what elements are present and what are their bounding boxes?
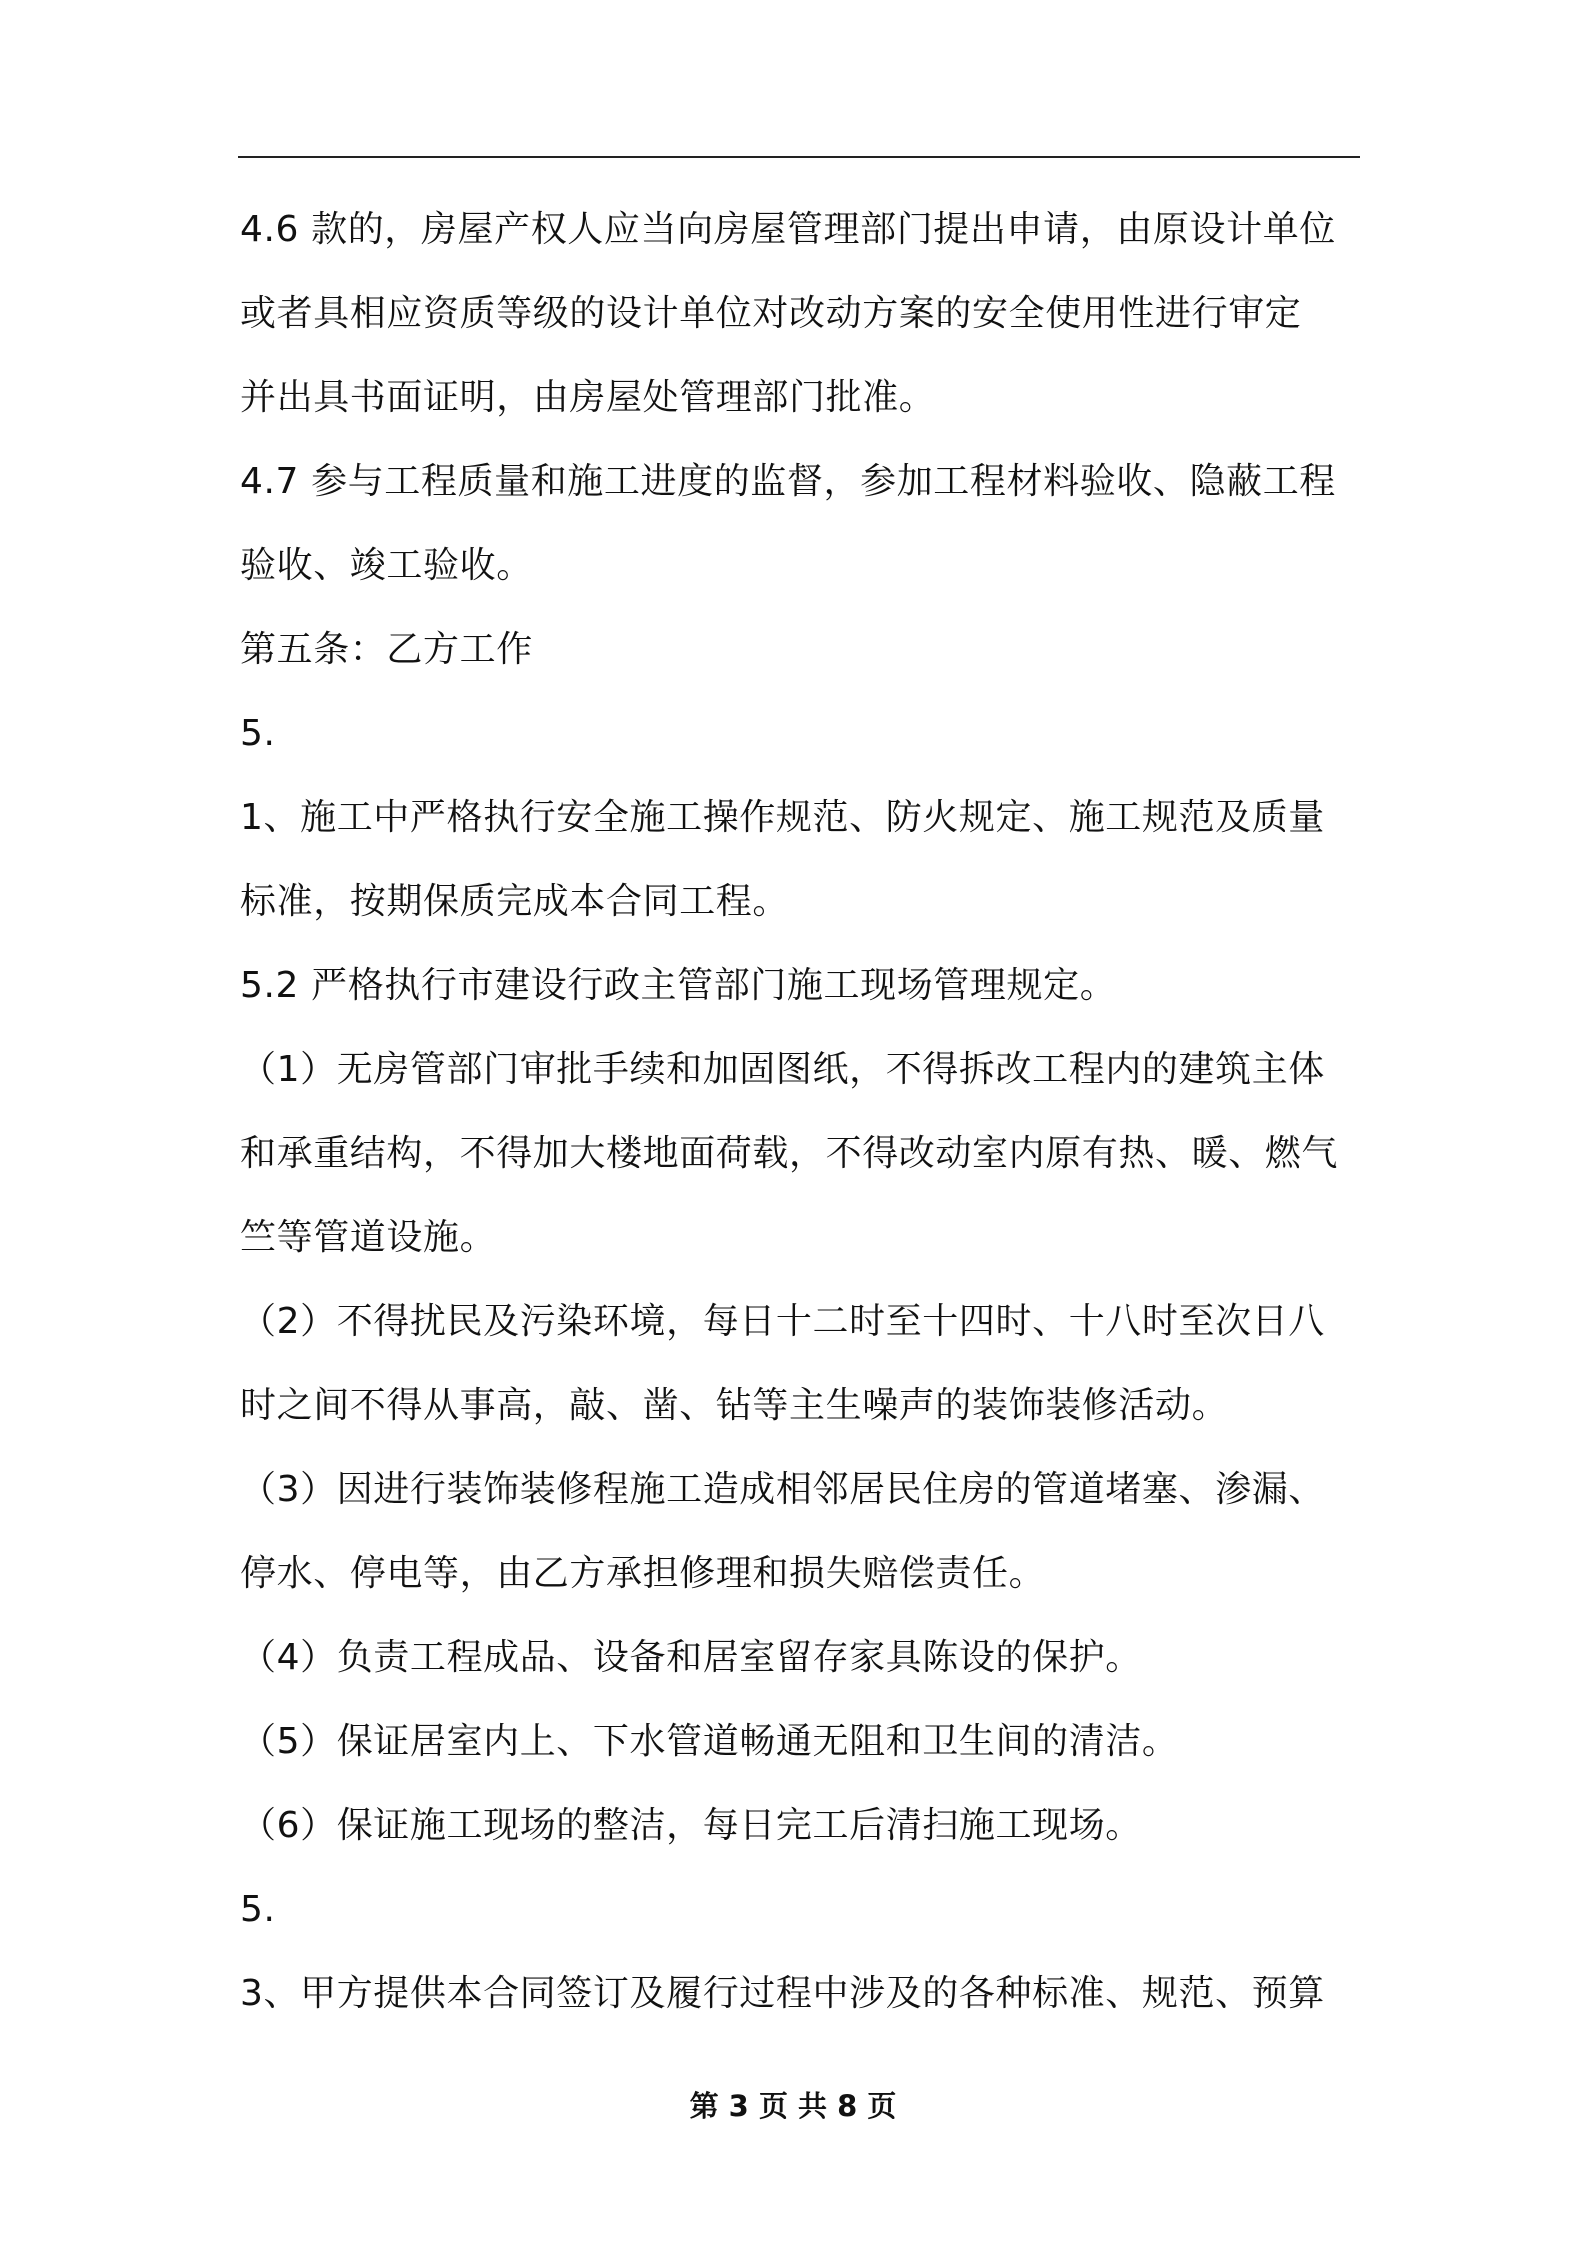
text-line: 4.6 款的，房屋产权人应当向房屋管理部门提出申请，由原设计单位: [240, 209, 1336, 250]
text-line: 5.: [240, 1889, 276, 1930]
text-line: 验收、竣工验收。: [240, 545, 533, 586]
text-line: 竺等管道设施。: [240, 1217, 497, 1258]
page-number: 第 3 页 共 8 页: [689, 2089, 897, 2123]
text-line: （1）无房管部门审批手续和加固图纸，不得拆改工程内的建筑主体: [240, 1049, 1325, 1090]
text-line: 5.2 严格执行市建设行政主管部门施工现场管理规定。: [240, 965, 1117, 1006]
text-line: （3）因进行装饰装修程施工造成相邻居民住房的管道堵塞、渗漏、: [240, 1469, 1325, 1510]
text-line: 时之间不得从事高，敲、凿、钻等主生噪声的装饰装修活动。: [240, 1385, 1229, 1426]
text-line: 停水、停电等，由乙方承担修理和损失赔偿责任。: [240, 1553, 1046, 1594]
section-heading: 第五条：乙方工作: [240, 629, 533, 670]
text-line: 3、甲方提供本合同签订及履行过程中涉及的各种标准、规范、预算: [240, 1973, 1325, 2014]
text-line: （5）保证居室内上、下水管道畅通无阻和卫生间的清洁。: [240, 1721, 1179, 1762]
text-line: 4.7 参与工程质量和施工进度的监督，参加工程材料验收、隐蔽工程: [240, 461, 1336, 502]
text-line: 标准，按期保质完成本合同工程。: [240, 881, 790, 922]
text-line: （2）不得扰民及污染环境，每日十二时至十四时、十八时至次日八: [240, 1301, 1325, 1342]
text-line: 1、施工中严格执行安全施工操作规范、防火规定、施工规范及质量: [240, 797, 1325, 838]
text-line: 并出具书面证明，由房屋处管理部门批准。: [240, 377, 936, 418]
header-rule: [238, 156, 1360, 158]
text-line: 和承重结构，不得加大楼地面荷载，不得改动室内原有热、暖、燃气: [240, 1133, 1339, 1174]
text-line: （6）保证施工现场的整洁，每日完工后清扫施工现场。: [240, 1805, 1142, 1846]
text-line: （4）负责工程成品、设备和居室留存家具陈设的保护。: [240, 1637, 1142, 1678]
text-line: 或者具相应资质等级的设计单位对改动方案的安全使用性进行审定: [240, 293, 1302, 334]
text-line: 5.: [240, 713, 276, 754]
